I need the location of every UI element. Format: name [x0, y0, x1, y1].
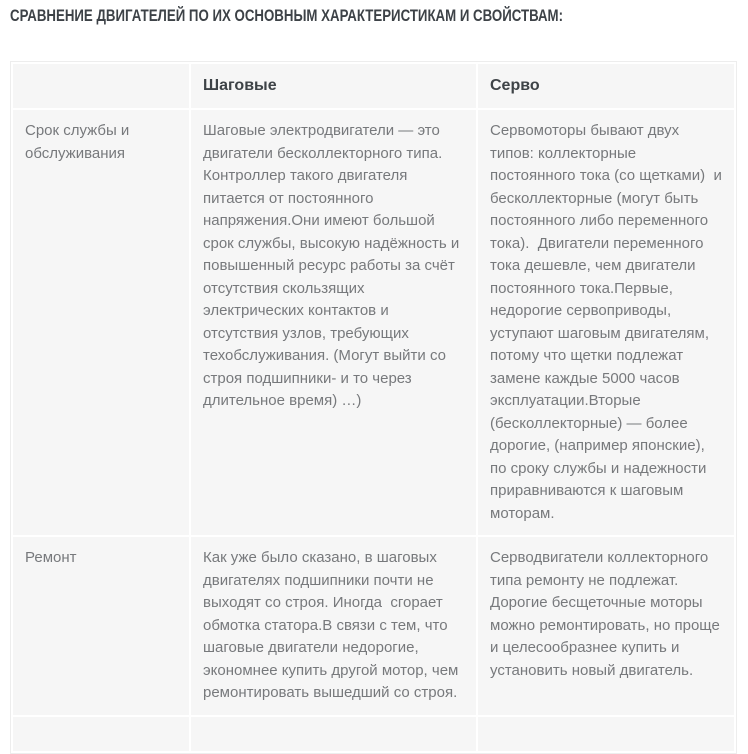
- page: [0, 6, 748, 754]
- header-cell-empty: [13, 64, 189, 108]
- row-label-partial: [13, 717, 189, 751]
- cell-lifetime-servo: Сервомоторы бывают двух типов: коллекторные постоянного тока (со щетками) и бесколлекторные (могут быть постоянного либо переменного тока). Двигатели переменного тока дешевле, чем двигатели постоянного тока.Первые, недорогие сервоприводы, уступают шаговым двигателям, потому что щетки подлежат замене каждые 5000 часов эксплуатации.Вторые (бесколлекторные) — более дорогие, (например японские), по сроку службы и надежности приравниваются к шаговым моторам.: [478, 110, 734, 535]
- cell-lifetime-steppers: Шаговые электродвигатели — это двигатели бесколлекторного типа. Контроллер такого двигателя питается от постоянного напряжения.Они имеют большой срок службы, высокую надёжность и повышенный ресурс работы за счёт отсутствия скользящих электрических контактов и отсутствия узлов, требующих техобслуживания. (Могут выйти со строя подшипники- и то через длительное время) …): [191, 110, 476, 535]
- table-row-partial: [13, 717, 734, 751]
- row-label-repair: Ремонт: [13, 537, 189, 715]
- comparison-table: [10, 61, 737, 754]
- header-row: [13, 64, 734, 108]
- cell-repair-steppers: Как уже было сказано, в шаговых двигателях подшипники почти не выходят со строя. Иногда сгорает обмотка статора.В связи с тем, что шаговые двигатели недорогие, экономнее купить другой мотор, чем ремонтировать вышедший со строя.: [191, 537, 476, 715]
- cell-repair-servo: Серводвигатели коллекторного типа ремонту не подлежат. Дорогие бесщеточные моторы можно ремонтировать, но проще и целесообразнее купить и установить новый двигатель.: [478, 537, 734, 715]
- cell-partial-steppers: [191, 717, 476, 751]
- cell-partial-servo: [478, 717, 734, 751]
- row-label-lifetime: Срок службы и обслуживания: [13, 110, 189, 535]
- header-cell-steppers: Шаговые: [191, 64, 476, 108]
- table-row: [13, 110, 734, 535]
- page-title: СРАВНЕНИЕ ДВИГАТЕЛЕЙ ПО ИХ ОСНОВНЫМ ХАРАКТЕРИСТИКАМ И СВОЙСТВАМ:: [10, 6, 564, 25]
- table-row: [13, 537, 734, 715]
- header-cell-servo: Серво: [478, 64, 734, 108]
